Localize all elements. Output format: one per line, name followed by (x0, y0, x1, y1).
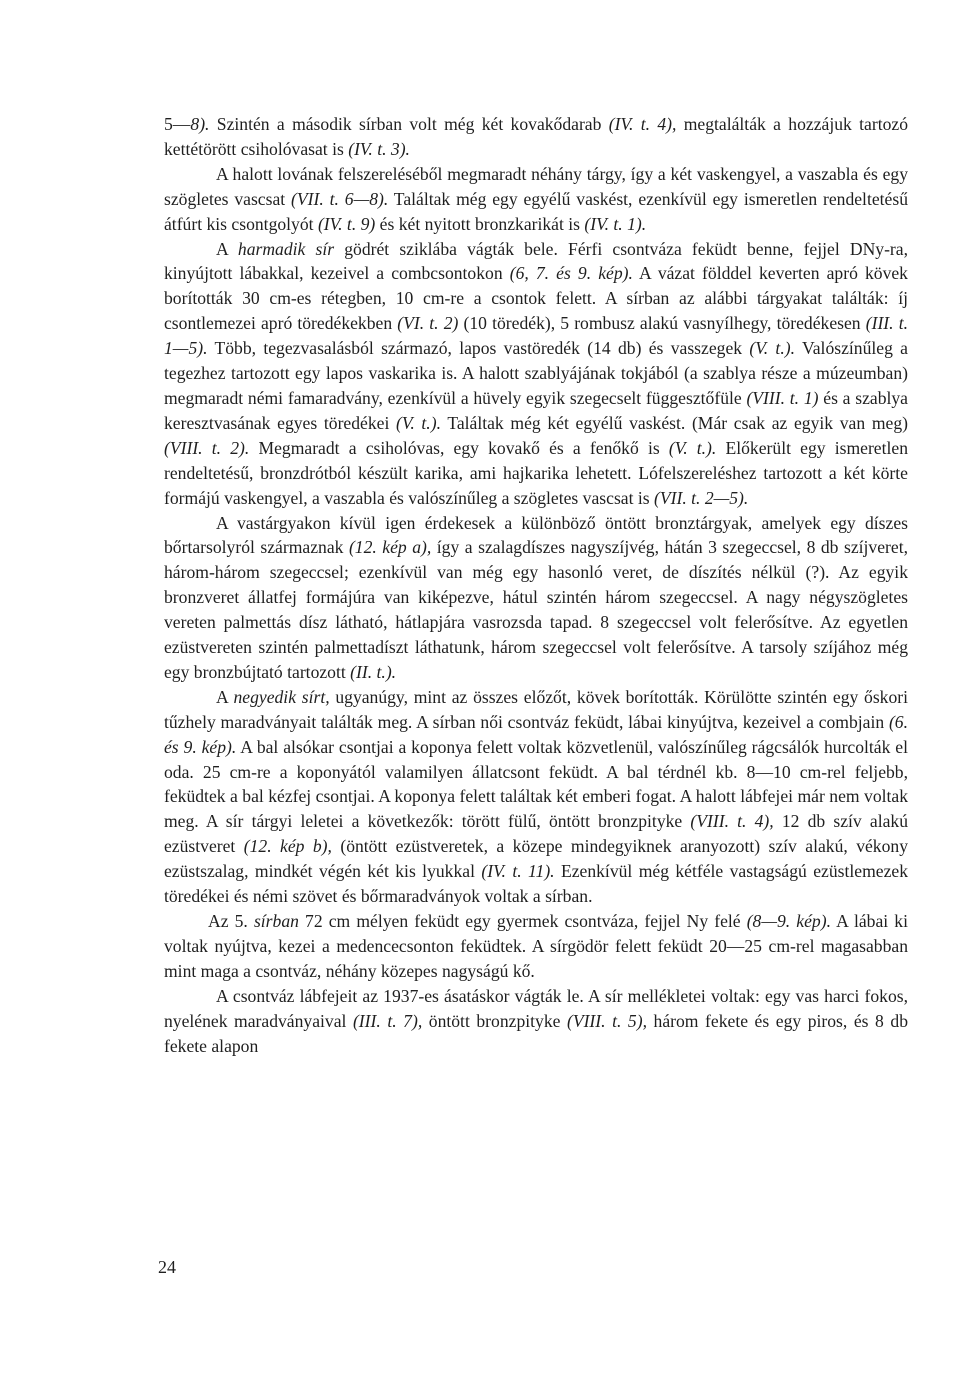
italic-reference: (VIII. t. 2). (164, 437, 250, 458)
text-run: öntött bronzpityke (422, 1010, 567, 1031)
text-run: A vastárgyakon kívül igen érdekesek a különböző öntött bronztárgyak, amelyek egy díszes bőrtarsolyról származnak (164, 512, 908, 558)
italic-reference: (III. t. 1—5). (164, 313, 908, 359)
text-run: 12 db szív alakú ezüstveret (164, 811, 908, 857)
paragraph (164, 984, 908, 1059)
italic-reference: (V. t.). (396, 412, 441, 433)
italic-reference: (6, 7. és 9. kép). (509, 263, 633, 284)
text-run: Találtak még két egyélű vaskést. (Már csak az egyik van meg) (440, 412, 908, 433)
text-run: Előkerült egy ismeretlen rendeltetésű, bronzdrótból készült karika, ami hajkarika lehetett. Lófelszereléshez tartozott a két körte formájú vaskengyel, a vaszabla és valószínűleg a szögletes vascsat is (164, 437, 909, 508)
text-run: 5— (164, 114, 191, 134)
text-run: A (216, 238, 238, 259)
paragraph (164, 112, 908, 162)
text-run: három fekete és egy piros, és 8 db fekete alapon (164, 1010, 908, 1056)
italic-reference: (VII. t. 2—5). (654, 487, 749, 508)
text-run: gödrét sziklába vágták bele. Férfi csontváza feküdt benne, fejjel DNy-ra, kinyújtott lábakkal, kezeivel a combcsontokon (164, 238, 908, 284)
text-run: Szintén a második sírban volt még két kovakődarab (209, 114, 609, 134)
text-run: és két nyitott bronzkarikát is (375, 213, 585, 234)
italic-reference: (VIII. t. 4), (690, 811, 774, 832)
text-run: (10 töredék), 5 rombusz alakú vasnyílhegy, töredékesen (458, 313, 866, 334)
text-run: A halott lovának felszereléséből megmaradt néhány tárgy, így a két vaskengyel, a vaszabla és egy szögletes vascsat (164, 163, 908, 209)
italic-reference: (IV. t. 11). (481, 861, 555, 882)
text-run: így a szalagdíszes nagyszíjvég, hátán 3 szegeccsel, 8 db szíjveret, három-három szegeccsel; ezenkívül van még egy hasonló veret, de díszítés nélkül (?). Az egyik bronzveret állatfej formájúra van kiképezve, hátul szintén három szegeccsel. A nagy négyszögletes vereten palmettás dísz látható, hátlapjára vasrozsda tapad. 8 szegeccsel volt felerősítve. Az egyetlen ezüstvereten szintén palmettadíszt láthatunk, három szegeccsel volt felerősítve. A tarsoly szíjához még egy bronzbújtató tartozott (164, 537, 908, 682)
paragraph (164, 237, 908, 511)
text-run: Megmaradt a csiholóvas, egy kovakő és a fenőkő is (249, 437, 669, 458)
italic-reference: (IV. t. 1). (584, 213, 647, 234)
italic-reference: (II. t.). (350, 661, 397, 682)
paragraph (164, 511, 908, 685)
italic-reference: (VIII. t. 1) (746, 387, 819, 408)
italic-reference: (8—9. kép). (746, 911, 831, 931)
text-run: A vázat földdel keverten apró kövek borították 30 cm-es rétegben, 10 cm-re a csontok felett. A sírban az alábbi tárgyakat találták: íj csontlemezei apró töredékekben (164, 263, 908, 334)
italic-reference: sírban (253, 911, 299, 931)
text-run: Ezenkívül még kétféle vastagságú ezüstlemezek töredékei és némi szövet és bőrmaradványok voltak a sírban. (164, 861, 908, 907)
page-body (164, 112, 908, 1058)
text-run: A csontváz lábfejeit az 1937-es ásatáskor vágták le. A sír mellékletei voltak: egy vas harci fokos, nyelének maradványaival (164, 985, 908, 1031)
italic-reference: (V. t.). (668, 437, 717, 458)
italic-reference: (12. kép a), (348, 537, 432, 558)
text-run: A (216, 686, 234, 707)
paragraph (164, 909, 908, 984)
text-run: és a szablya keresztvasának egyes töredékei (164, 387, 908, 433)
italic-reference: (IV. t. 3). (348, 138, 410, 159)
italic-reference: (VIII. t. 5), (566, 1010, 647, 1031)
text-run: Találtak még egy egyélű vaskést, ezenkívül egy ismeretlen rendeltetésű átfúrt kis csontgolyót (164, 188, 908, 234)
italic-reference: (III. t. 7), (352, 1010, 423, 1031)
text-run: 72 cm mélyen feküdt egy gyermek csontváza, fejjel Ny felé (298, 911, 747, 931)
text-run: A lábai ki voltak nyújtva, kezei a medencecsonton feküdtek. A sírgödör felett feküdt 20—25 cm-rel magasabban mint maga a csontváz, néhány közepes nagyságú kő. (164, 911, 908, 981)
italic-reference: (VII. t. 6—8). (291, 188, 389, 209)
text-run: A bal alsókar csontjai a koponya felett voltak közvetlenül, valószínűleg rágcsálók hurcolták el oda. 25 cm-re a koponyától valamilyen állatcsont feküdt. A bal térdnél kb. 8—10 cm-rel feljebb, feküdtek a bal kézfej csontjai. A koponya felett találtak két emberi fogat. A halott lábfejei már nem voltak meg. A sír tárgyi leletei a következők: törött fülű, öntött bronzpityke (164, 736, 908, 832)
italic-reference: (12. kép b), (243, 836, 332, 857)
italic-reference: (V. t.). (749, 338, 795, 359)
text-run: megtalálták a hozzájuk tartozó kettétörött csiholóvasat is (164, 114, 908, 159)
page-number: 24 (158, 1257, 176, 1277)
italic-reference: (IV. t. 4), (608, 114, 677, 134)
italic-reference: (VI. t. 2) (397, 313, 459, 334)
text-run: Több, tegezvasalásból származó, lapos vastöredék (14 db) és vasszegek (207, 338, 750, 359)
italic-reference: (6. és 9. kép). (164, 711, 908, 757)
italic-reference: harmadik sír (237, 238, 335, 259)
text-run: Valószínűleg a tegezhez tartozott egy lapos vaskarika is. A halott szablyájának tokjából (a szablya része a múzeumban) megmaradt némi famaradvány, ezenkívül a hüvely egyik szegecselt függesztőfüle (164, 338, 908, 408)
text-run: (öntött ezüstveretek, a közepe mindegyiknek aranyozott) szív alakú, vékony ezüstszalag, mindkét végén két kis lyukkal (164, 836, 908, 882)
text-run: ugyanúgy, mint az összes előzőt, kövek borították. Körülötte szintén egy őskori tűzhely maradványait találták meg. A sírban női csontváz feküdt, lábai kinyújtva, kezeivel a combjain (164, 686, 909, 732)
italic-reference: negyedik sírt, (233, 686, 330, 707)
italic-reference: (IV. t. 9) (317, 213, 376, 234)
paragraph (164, 685, 908, 909)
italic-reference: 8). (190, 114, 210, 134)
paragraph (164, 162, 908, 237)
text-run: Az 5. (208, 911, 254, 931)
